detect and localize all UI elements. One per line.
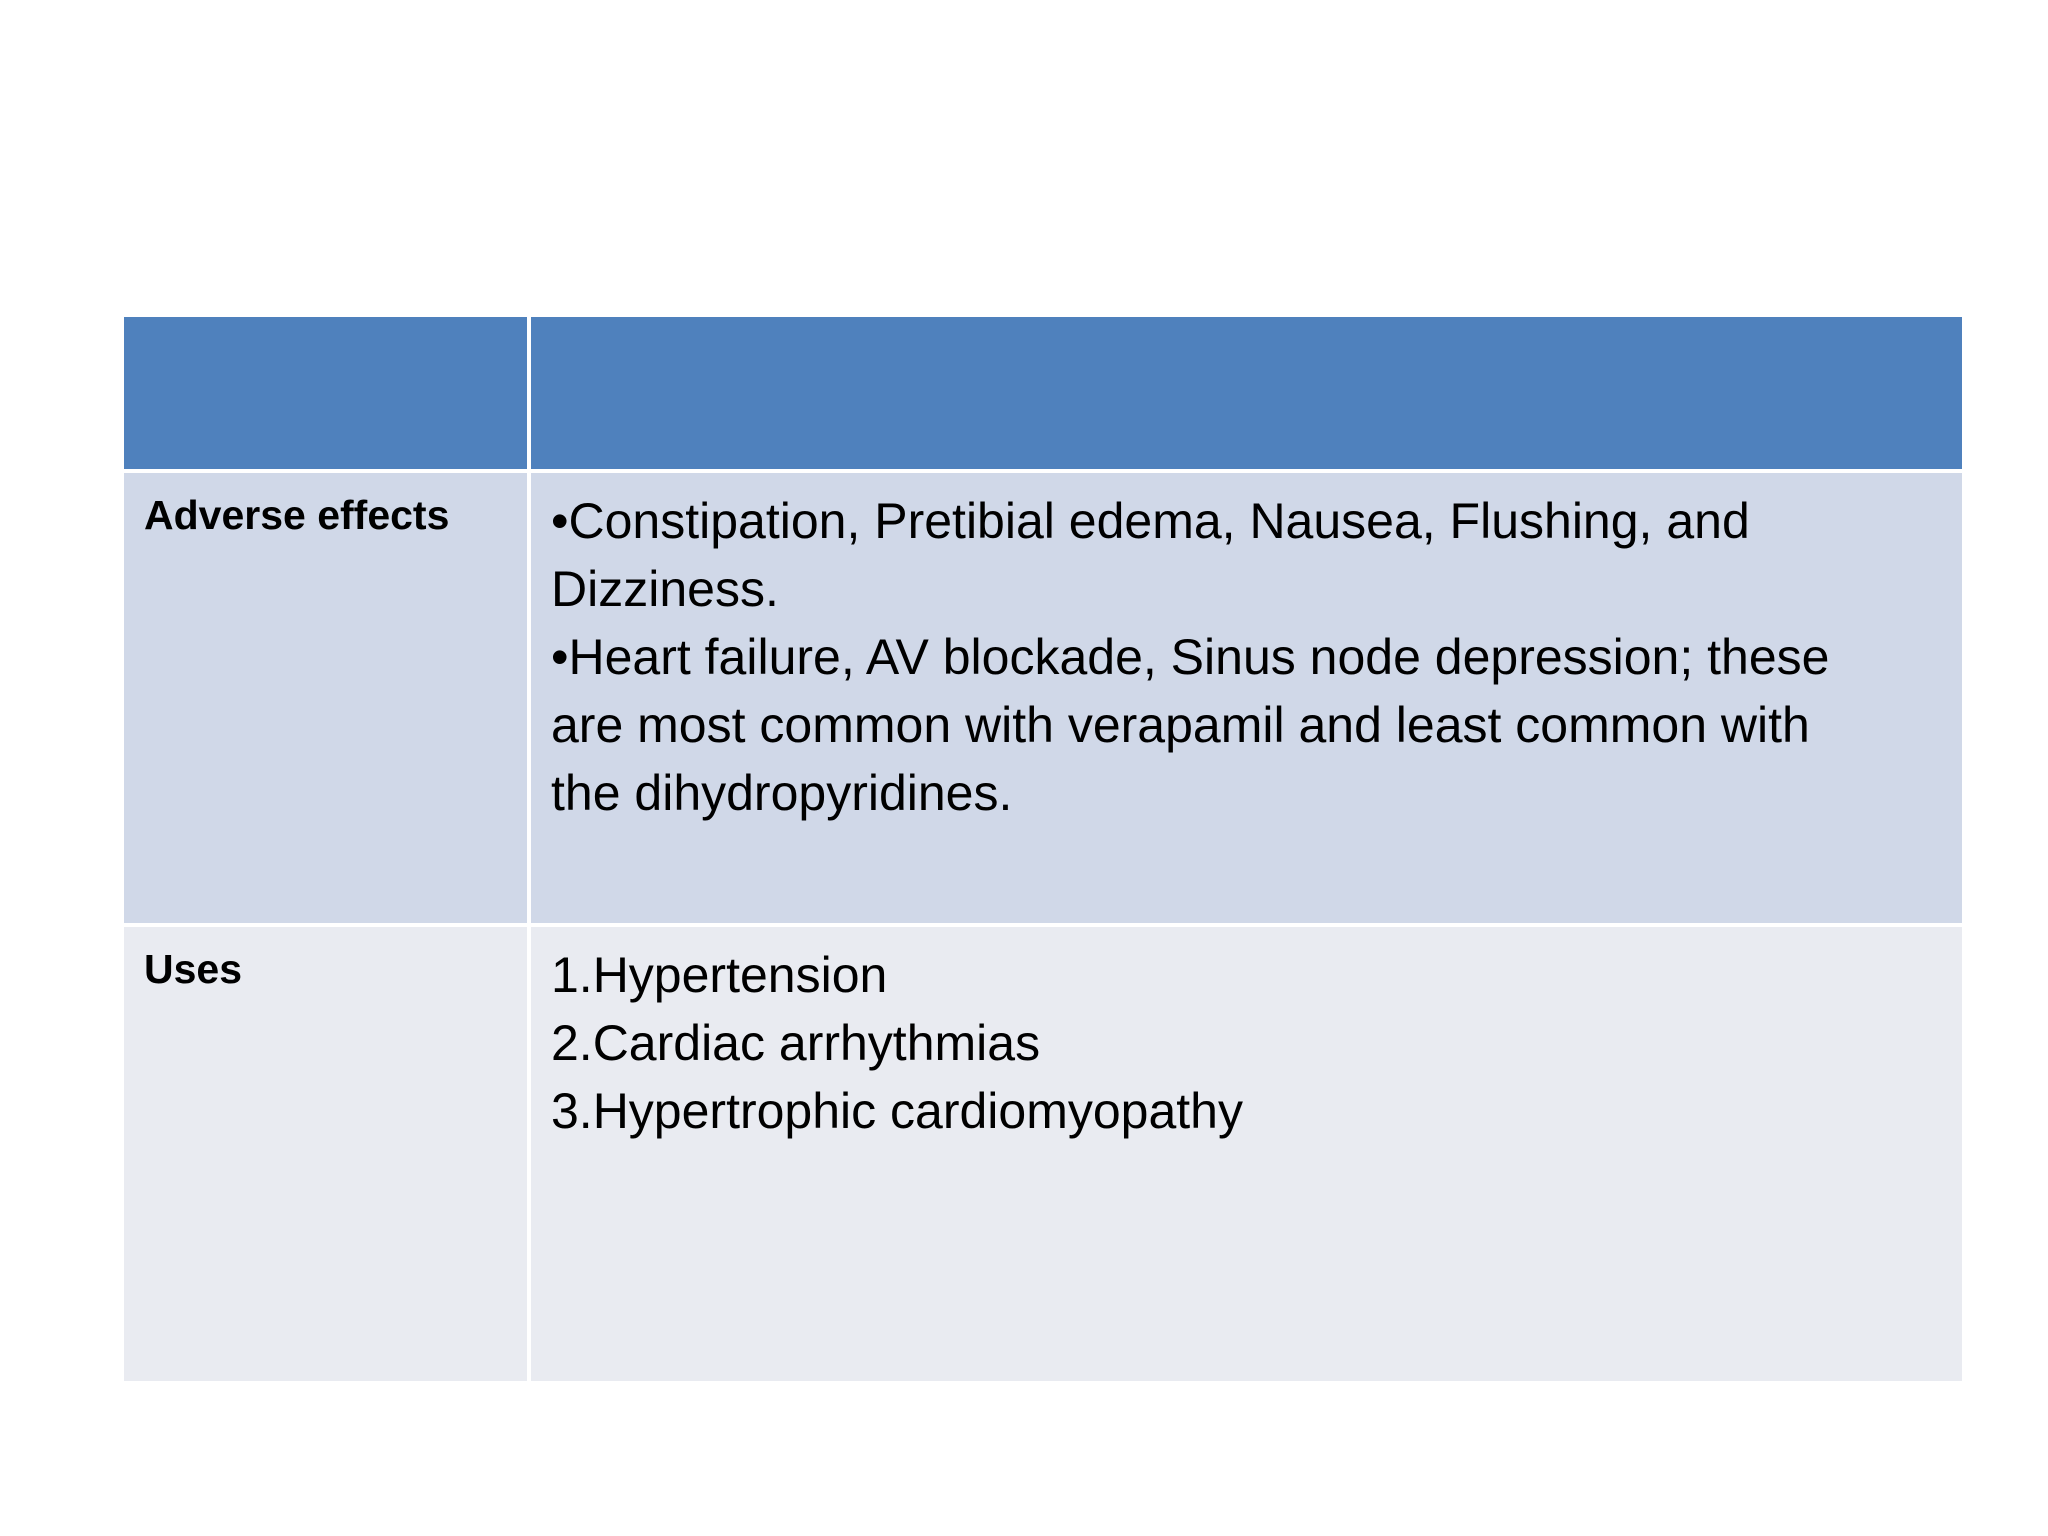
content-line: •Constipation, Pretibial edema, Nausea, Flushing, and: [551, 493, 1750, 549]
header-cell-left: [122, 315, 529, 471]
content-line: 3.Hypertrophic cardiomyopathy: [551, 1083, 1243, 1139]
table-row-uses: [122, 925, 1964, 1383]
content-line: 1.Hypertension: [551, 947, 888, 1003]
table-row-adverse-effects: [122, 471, 1964, 925]
table-header-row: [122, 315, 1964, 471]
row-content-uses: [529, 925, 1964, 1383]
content-line: the dihydropyridines.: [551, 765, 1013, 821]
row-label-adverse-effects: Adverse effects: [122, 471, 529, 925]
drug-table: [120, 313, 1966, 1385]
content-line: 2.Cardiac arrhythmias: [551, 1015, 1041, 1071]
row-content-adverse-effects: [529, 471, 1964, 925]
content-line: •Heart failure, AV blockade, Sinus node depression; these: [551, 629, 1830, 685]
content-line: are most common with verapamil and least common with: [551, 697, 1810, 753]
header-cell-right: [529, 315, 1964, 471]
row-label-uses: Uses: [122, 925, 529, 1383]
content-line: Dizziness.: [551, 561, 779, 617]
